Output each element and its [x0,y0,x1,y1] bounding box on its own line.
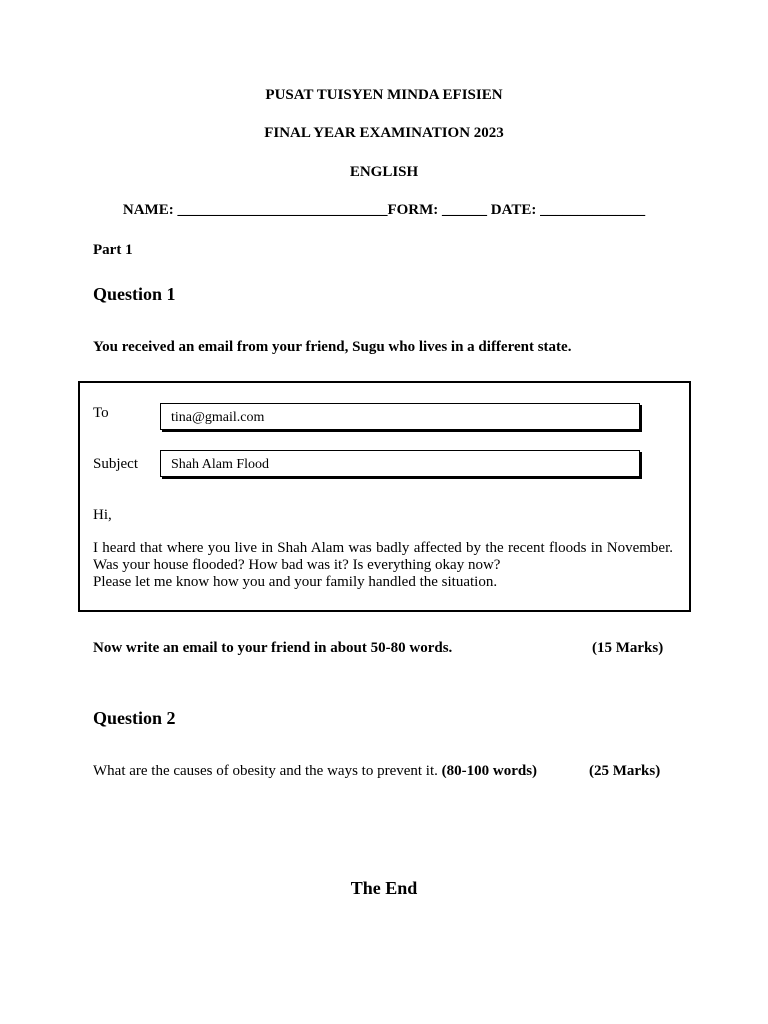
question1-marks: (15 Marks) [592,640,664,656]
subject-title: ENGLISH [349,164,419,180]
the-end: The End [350,878,418,898]
subject-field: Shah Alam Flood [160,450,640,477]
question2-text [93,763,537,780]
question1-intro: You received an email from your friend, Sugu who lives in a different state. [93,339,572,355]
student-details-line: NAME: ____________________________FORM: ______ DATE: ______________ [122,202,646,218]
question1-instruction: Now write an email to your friend in about 50-80 words. [93,640,453,656]
email-body [93,540,673,591]
to-field: tina@gmail.com [160,403,640,430]
question1-title: Question 1 [93,284,176,304]
question2-title: Question 2 [93,708,176,728]
exam-title: FINAL YEAR EXAMINATION 2023 [264,125,504,141]
question2-prompt: What are the causes of obesity and the ways to prevent it. [93,763,438,779]
question2-marks: (25 Marks) [589,763,661,779]
school-name: PUSAT TUISYEN MINDA EFISIEN [265,87,503,103]
email-body-paragraph: I heard that where you live in Shah Alam was badly affected by the recent floods in November. Was your house flooded? How bad was it? Is everything okay now? [93,540,673,573]
part-heading: Part 1 [93,242,133,258]
subject-label: Subject [93,456,138,472]
question2-word-limit: (80-100 words) [441,763,538,779]
to-label: To [93,405,109,421]
email-greeting: Hi, [93,507,112,523]
email-body-closing: Please let me know how you and your family handled the situation. [93,574,498,590]
